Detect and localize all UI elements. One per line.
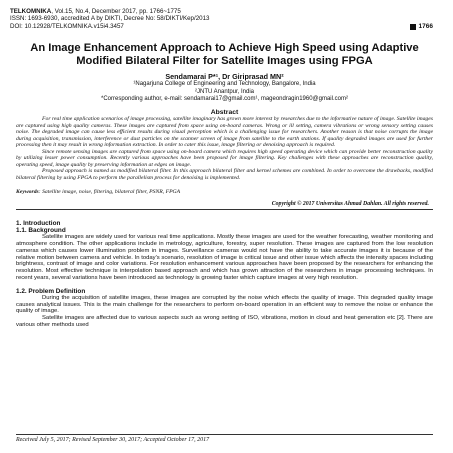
page-number [410,23,433,30]
abstract-section [10,109,439,181]
keywords [16,189,433,196]
page-footer [10,434,439,443]
footer-divider [16,434,433,435]
abstract-paragraph: Since remote sensing images are captured from space using on-board camera which requires high speed operating device which can provide better reconstruction quality by utilizing lesser power consumption. Recently various approaches have been proposed for image filtering. Key challenges with these approaches are reconstruction quality, operating speed, image quality by preserving information at edges on image. [16,148,433,168]
journal-issn: ISSN: 1693-6930, accredited A by DIKTI, Decree No: 58/DIKTI/Kep/2013 [10,15,210,23]
keywords-text: : Satellite image, noise, filtering, bilateral filter, PSNR, FPGA [38,189,181,196]
journal-doi: DOI: 10.12928/TELKOMNIKA.v15i4.3457 [10,22,124,30]
affiliation-2: ²JNTU Anantpur, India [194,88,255,95]
divider [16,209,433,210]
body-paragraph: Satellite images are widely used for various real time applications. Mostly these images are used for the weather forecasting, weather monitoring and atmosphere condition. The other applications include in metrology, agriculture, forestry, super resolution. These images are captured from the low resolution cameras which causes lower illumination problem in images. Surveillance cameras would not have the ability to take accurate images it is because of the relative motion between camera and vehicle. In today's scenario, resolution of image is critical issue and other issue which affects the intensity spaces including brightness, contrast of image and color variations. For resolution enhancement various approaches have been proposed by the researchers for enhancing the resolution. Most effective technique is interpolation based approach and which has grown attraction of the researchers in image processing techniques. In recent years, several variations have been introduced as technology is growing faster which capture images at very high resolution. [16,234,433,281]
body-paragraph: Satellite images are affected due to various aspects such as wrong setting of ISO, vibrations, motion in cloud and heat generation etc [2]. There are various other methods used [16,315,433,328]
copyright-notice: Copyright © 2017 Universitas Ahmad Dahlan. All rights reserved. [271,200,429,207]
paper-title: An Image Enhancement Approach to Achieve High Speed using Adaptive Modified Bilateral Filter for Satellite Images using FPGA [30,42,419,67]
page-number-text: 1766 [418,22,433,30]
journal-citation: , Vol.15, No.4, December 2017, pp. 1766~1775 [51,8,181,15]
abstract-paragraph: For real time application scenarios of image processing, satellite imaginary has grown more interest by researches due to the informative nature of image. Satellite images are captured using high quality cameras. These images are captured from space using on-board cameras. Wrong or ill setting, camera vibrations or wrong sensory setting causes noise. The degraded image can cause less efficient results during visual perception which is a challenging issue for researchers. Another reason is that noise corrupts the image during acquisition, transmission, interference or dust particles on the scanner screen of image from satellite to the earth stations. If quality degraded images are used for further processing then it may result in wrong information extraction. In order to cater this issue, image filtering or denoising approach is required. [16,116,433,149]
section-heading: 1. Introduction [16,219,61,227]
subsection-heading: 1.1. Background [16,227,66,235]
introduction-section [10,220,439,329]
body-paragraph: During the acquisition of satellite images, these images are corrupted by the noise which effects the quality of image. This degraded quality image causes analytical issues. This is the main challenge for the researchers to perform on-board operation in an efficient way to remove the noise or enhance the quality of image. [16,294,433,315]
affiliation-1: ¹Nagarjuna College of Engineering and Technology, Bangalore, India [133,81,316,88]
abstract-heading: Abstract [210,109,239,117]
journal-name: TELKOMNIKA [10,8,52,15]
received-dates: Received July 5, 2017; Revised September 30, 2017; Accepted October 17, 2017 [16,437,210,443]
paper-authors: Sendamarai P*¹, Dr Giriprasad MN² [165,72,284,82]
square-bullet-icon [410,24,416,30]
journal-header [10,8,439,30]
keywords-label: Keywords [16,189,39,196]
corresponding-author: *Corresponding author, e-mail: sendamarai17@gmail.com¹, mageondragin1960@gmail.com² [101,96,348,102]
subsection-heading: 1.2. Problem Definition [16,287,86,295]
abstract-paragraph: Proposed approach is named as modified bilateral filter. In this approach bilateral filter and kernel schemes are combined. In order to overcome the drawbacks, modified bilateral filtering by using FPGA to perform the parallelism process for denoising is implemented. [16,168,433,181]
